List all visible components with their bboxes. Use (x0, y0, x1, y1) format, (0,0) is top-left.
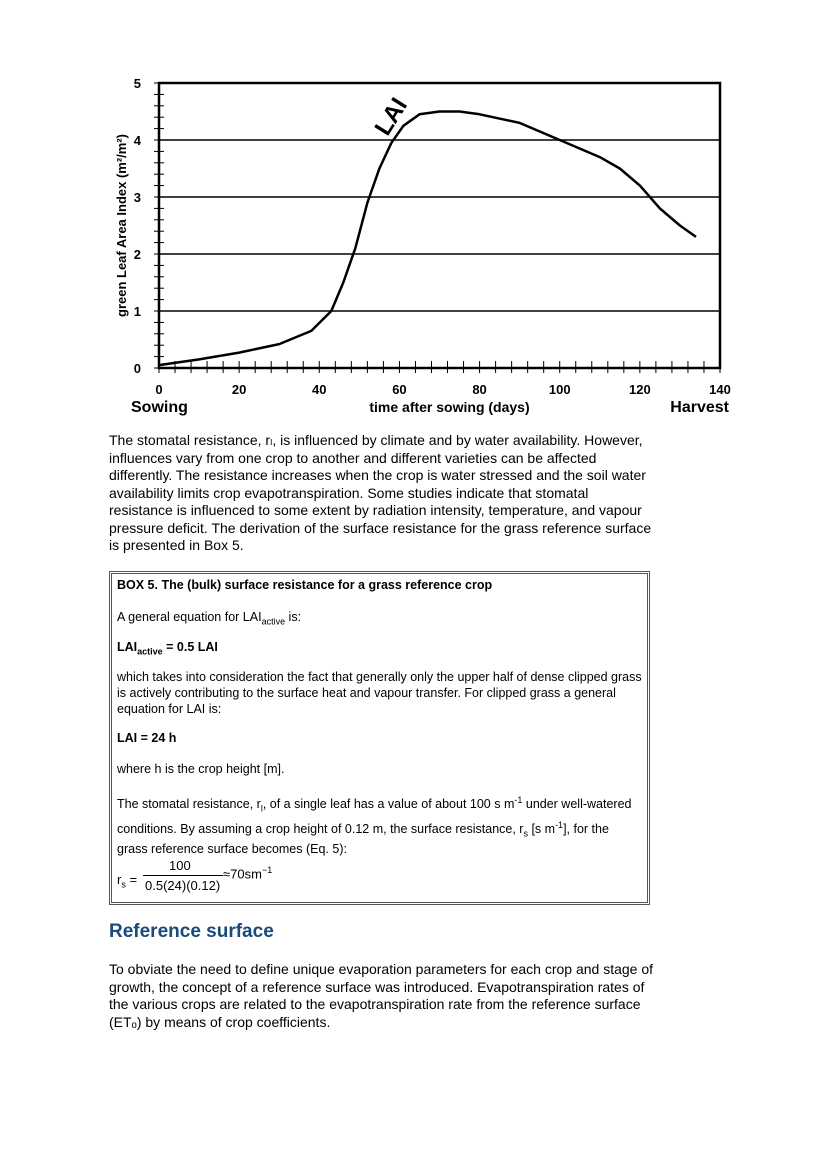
formula-denominator: 0.5(24)(0.12) (145, 878, 221, 893)
x-tick-label: 0 (155, 382, 163, 397)
formula-rhs-text: ≈70sm (223, 866, 262, 882)
box-line1-post: is: (285, 610, 302, 624)
box-line1 (117, 609, 642, 630)
formula-rhs (223, 865, 272, 881)
formula-rhs-sup: −1 (261, 865, 273, 875)
box-line1-text: A general equation for LAI (117, 610, 262, 624)
formula-eq5 (117, 860, 417, 900)
box-text-3: where h is the crop height [m]. (117, 762, 285, 776)
text4-d: [s m (527, 821, 556, 836)
curve-label: LAI (369, 93, 413, 141)
y-tick-label: 2 (133, 247, 141, 262)
box-text-4 (117, 792, 642, 857)
section-heading: Reference surface (109, 921, 274, 942)
text4-a: The stomatal resistance, r (117, 797, 261, 812)
eq1-post: = 0.5 LAI (162, 640, 218, 654)
lai-chart (100, 70, 740, 420)
paragraph-stomatal-resistance: The stomatal resistance, rₗ, is influenced by climate and by water availability. However, influences vary from one crop to another and different varieties can be affected differently. The resistance increases when the crop is water stressed and the soil water availability limits crop evapotranspiration. Some studies indicate that stomatal resistance is influenced to some extent by radiation intensity, temperature, and vapour pressure deficit. The derivation of the surface resistance for the grass reference surface is presented in Box 5. (109, 432, 652, 553)
y-tick-label: 0 (133, 361, 141, 376)
formula-numerator: 100 (169, 858, 191, 873)
text4-e: ], for the grass reference surface becomes (Eq. 5): (117, 821, 609, 857)
lai-curve (159, 112, 696, 366)
x-tick-label: 120 (629, 382, 651, 397)
y-tick-label: 1 (133, 304, 141, 319)
text4-sup2: -1 (555, 819, 564, 830)
formula-lhs-r: r (117, 872, 122, 887)
eq1-pre: LAI (117, 640, 138, 654)
y-axis-label: green Leaf Area Index (m²/m²) (114, 133, 129, 318)
eq1-sub: active (137, 646, 163, 657)
y-tick-label: 5 (133, 76, 141, 91)
text4-b: , of a single leaf has a value of about 100 s m (262, 797, 515, 812)
formula-lhs: $r_s$ = (117, 872, 138, 890)
x-tick-label: 20 (231, 382, 247, 397)
text4-sub2: s (523, 828, 528, 839)
x-tick-label: 140 (709, 382, 731, 397)
box-5 (109, 571, 650, 905)
text4-sup1: -1 (514, 795, 523, 805)
x-end-label: Harvest (670, 399, 729, 416)
x-axis-label: time after sowing (days) (369, 399, 530, 415)
box-title: BOX 5. The (bulk) surface resistance for a grass reference crop (117, 578, 493, 592)
y-tick-label: 3 (133, 190, 141, 205)
box-equation-2: LAI = 24 h (117, 731, 177, 745)
x-tick-label: 60 (392, 382, 407, 397)
box-equation-1 (117, 639, 642, 660)
paragraph-reference-surface: To obviate the need to define unique evaporation parameters for each crop and stage of growth, the concept of a reference surface was introduced. Evapotranspiration rates of the various crops are related to the evapotranspiration rate from the reference surface (ETₒ) by means of crop coefficients. (109, 961, 654, 1030)
plot-frame (159, 83, 720, 368)
y-tick-label: 4 (133, 133, 141, 148)
box-text-2: which takes into consideration the fact that generally only the upper half of dense clipped grass is actively contributing to the surface heat and vapour transfer. For clipped grass a general equation for LAI is: (117, 670, 642, 716)
box-line1-sub: active (261, 616, 286, 627)
formula-bar (143, 875, 223, 876)
x-tick-label: 100 (548, 382, 571, 397)
formula-lhs-sub: s (121, 879, 126, 890)
text4-c: under well-watered conditions. By assuming a crop height of 0.12 m, the surface resistance, r (117, 797, 632, 836)
x-start-label: Sowing (131, 399, 188, 416)
text4-sub1: l (260, 803, 263, 814)
x-tick-label: 80 (472, 382, 487, 397)
x-tick-label: 40 (312, 382, 327, 397)
